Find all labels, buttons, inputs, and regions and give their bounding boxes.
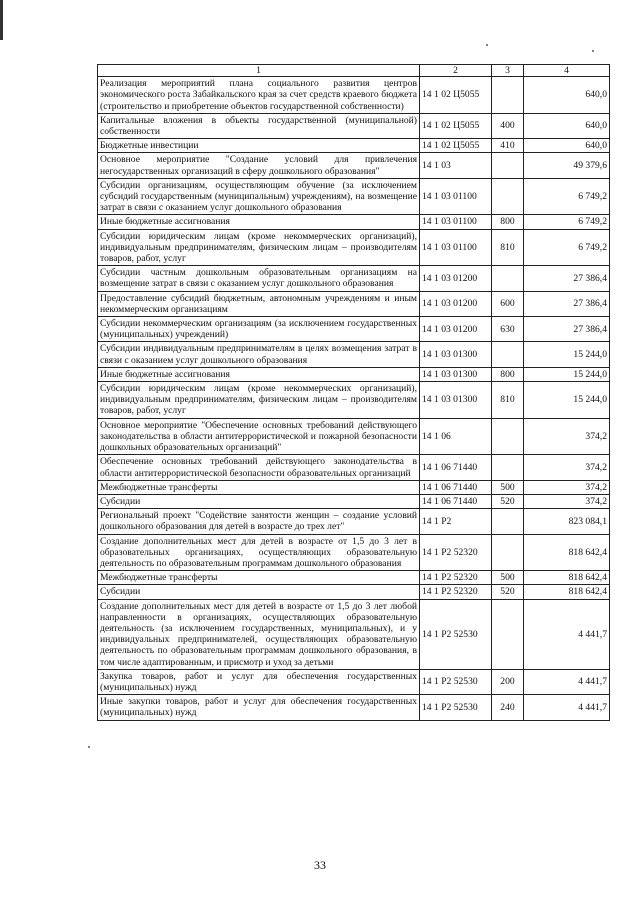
- table-row: [98, 455, 610, 480]
- row-name-cell: Субсидии организациям, осуществляющим обучение (за исключением субсидий государственным (муниципальным) учреждениям), на возмещение затрат в связи с оказанием услуг дошкольного образования: [98, 178, 420, 215]
- row-sum-cell: 818 642,4: [524, 571, 610, 585]
- table-row: [98, 509, 610, 534]
- row-sum-cell: 15 244,0: [524, 367, 610, 381]
- row-vr-cell: 400: [492, 113, 524, 138]
- row-vr-cell: [492, 509, 524, 534]
- row-sum-cell: 6 749,2: [524, 229, 610, 266]
- row-code-cell: 14 1 P2 52320: [420, 571, 492, 585]
- scan-speck: [88, 746, 90, 748]
- row-sum-cell: 374,2: [524, 494, 610, 508]
- table-row: [98, 382, 610, 419]
- row-vr-cell: [492, 77, 524, 114]
- row-code-cell: 14 1 03: [420, 153, 492, 178]
- row-code-cell: 14 1 03 01300: [420, 382, 492, 419]
- row-name-cell: Бюджетные инвестиции: [98, 139, 420, 153]
- header-col-3: 3: [492, 65, 524, 77]
- row-code-cell: 14 1 02 Ц5055: [420, 139, 492, 153]
- row-sum-cell: 27 386,4: [524, 317, 610, 342]
- page-number: 33: [314, 858, 326, 872]
- row-vr-cell: 200: [492, 669, 524, 694]
- table-row: [98, 342, 610, 367]
- row-code-cell: 14 1 P2 52530: [420, 695, 492, 720]
- table-row: [98, 139, 610, 153]
- row-name-cell: Основное мероприятие "Создание условий для привлечения негосударственных организаций в сферу дошкольного образования": [98, 153, 420, 178]
- row-name-cell: Обеспечение основных требований действующего законодательства в области антитеррористической безопасности образовательных организаций: [98, 455, 420, 480]
- row-sum-cell: 6 749,2: [524, 215, 610, 229]
- row-code-cell: 14 1 02 Ц5055: [420, 113, 492, 138]
- row-name-cell: Региональный проект "Содействие занятости женщин – создание условий дошкольного образования для детей в возрасте до трех лет": [98, 509, 420, 534]
- row-vr-cell: 240: [492, 695, 524, 720]
- scan-speck: [486, 44, 488, 46]
- row-name-cell: Субсидии юридическим лицам (кроме некоммерческих организаций), индивидуальным предпринимателям, физическим лицам – производителям товаров, работ, услуг: [98, 229, 420, 266]
- row-name-cell: Субсидии частным дошкольным образовательным организациям на возмещение затрат в связи с оказанием услуг дошкольного образования: [98, 266, 420, 291]
- row-vr-cell: [492, 534, 524, 571]
- row-sum-cell: 818 642,4: [524, 585, 610, 599]
- table-row: [98, 418, 610, 455]
- scan-speck: [592, 50, 594, 52]
- row-vr-cell: 630: [492, 317, 524, 342]
- row-vr-cell: 600: [492, 291, 524, 316]
- row-code-cell: 14 1 P2 52530: [420, 599, 492, 669]
- header-col-1: 1: [98, 65, 420, 77]
- row-name-cell: Субсидии юридическим лицам (кроме некоммерческих организаций), индивидуальным предпринимателям, физическим лицам – производителям товаров, работ, услуг: [98, 382, 420, 419]
- row-code-cell: 14 1 P2 52320: [420, 585, 492, 599]
- row-name-cell: Иные бюджетные ассигнования: [98, 215, 420, 229]
- table-row: [98, 695, 610, 720]
- row-sum-cell: 640,0: [524, 77, 610, 114]
- row-sum-cell: 15 244,0: [524, 342, 610, 367]
- row-vr-cell: 500: [492, 571, 524, 585]
- row-code-cell: 14 1 02 Ц5055: [420, 77, 492, 114]
- row-sum-cell: 818 642,4: [524, 534, 610, 571]
- row-vr-cell: 810: [492, 229, 524, 266]
- row-vr-cell: 810: [492, 382, 524, 419]
- row-sum-cell: 27 386,4: [524, 266, 610, 291]
- table-row: [98, 585, 610, 599]
- table-row: [98, 317, 610, 342]
- row-vr-cell: 520: [492, 494, 524, 508]
- row-sum-cell: 15 244,0: [524, 382, 610, 419]
- table-row: [98, 113, 610, 138]
- row-name-cell: Межбюджетные трансферты: [98, 480, 420, 494]
- table-row: [98, 178, 610, 215]
- row-name-cell: Создание дополнительных мест для детей в возрасте от 1,5 до 3 лет в образовательных организациях, осуществляющих образовательную деятельность по образовательным программам дошкольного образования: [98, 534, 420, 571]
- row-name-cell: Закупка товаров, работ и услуг для обеспечения государственных (муниципальных) нужд: [98, 669, 420, 694]
- table-row: [98, 494, 610, 508]
- row-name-cell: Создание дополнительных мест для детей в возрасте от 1,5 до 3 лет любой направленности в организациях, осуществляющих образовательную деятельность (за исключением государственных, муниципальных), и у индивидуальных предпринимателей, осуществляющих образовательную деятельность по образовательным программам дошкольного образования, в том числе адаптированным, и присмотр и уход за детьми: [98, 599, 420, 669]
- table-row: [98, 669, 610, 694]
- row-name-cell: Иные бюджетные ассигнования: [98, 367, 420, 381]
- table-row: [98, 599, 610, 669]
- table-body: [98, 77, 610, 720]
- budget-table: [97, 64, 610, 721]
- row-sum-cell: 4 441,7: [524, 669, 610, 694]
- table-row: [98, 77, 610, 114]
- row-code-cell: 14 1 03 01200: [420, 266, 492, 291]
- row-vr-cell: [492, 178, 524, 215]
- scan-edge-mark: [0, 0, 3, 40]
- row-sum-cell: 640,0: [524, 139, 610, 153]
- row-code-cell: 14 1 03 01200: [420, 291, 492, 316]
- row-sum-cell: 4 441,7: [524, 695, 610, 720]
- row-code-cell: 14 1 P2 52320: [420, 534, 492, 571]
- row-vr-cell: 410: [492, 139, 524, 153]
- row-vr-cell: [492, 266, 524, 291]
- row-code-cell: 14 1 06: [420, 418, 492, 455]
- row-vr-cell: 800: [492, 367, 524, 381]
- row-vr-cell: 800: [492, 215, 524, 229]
- row-name-cell: Субсидии: [98, 585, 420, 599]
- row-sum-cell: 6 749,2: [524, 178, 610, 215]
- row-name-cell: Предоставление субсидий бюджетным, автономным учреждениям и иным некоммерческим организациям: [98, 291, 420, 316]
- row-name-cell: Капитальные вложения в объекты государственной (муниципальной) собственности: [98, 113, 420, 138]
- row-sum-cell: 374,2: [524, 455, 610, 480]
- row-code-cell: 14 1 03 01100: [420, 215, 492, 229]
- row-code-cell: 14 1 06 71440: [420, 494, 492, 508]
- row-sum-cell: 374,2: [524, 480, 610, 494]
- row-vr-cell: [492, 342, 524, 367]
- table-row: [98, 153, 610, 178]
- table-row: [98, 367, 610, 381]
- table-row: [98, 480, 610, 494]
- row-code-cell: 14 1 P2: [420, 509, 492, 534]
- table-header-row: [98, 65, 610, 77]
- row-sum-cell: 823 084,1: [524, 509, 610, 534]
- row-vr-cell: 500: [492, 480, 524, 494]
- row-sum-cell: 374,2: [524, 418, 610, 455]
- table-row: [98, 291, 610, 316]
- row-name-cell: Иные закупки товаров, работ и услуг для обеспечения государственных (муниципальных) нужд: [98, 695, 420, 720]
- row-vr-cell: [492, 599, 524, 669]
- row-code-cell: 14 1 06 71440: [420, 480, 492, 494]
- row-sum-cell: 640,0: [524, 113, 610, 138]
- row-code-cell: 14 1 03 01100: [420, 229, 492, 266]
- row-name-cell: Субсидии некоммерческим организациям (за исключением государственных (муниципальных) учреждений): [98, 317, 420, 342]
- table-row: [98, 571, 610, 585]
- row-name-cell: Основное мероприятие "Обеспечение основных требований действующего законодательства в области антитеррористической и пожарной безопасности дошкольных образовательных организаций": [98, 418, 420, 455]
- row-vr-cell: [492, 153, 524, 178]
- row-code-cell: 14 1 06 71440: [420, 455, 492, 480]
- row-vr-cell: [492, 418, 524, 455]
- row-name-cell: Межбюджетные трансферты: [98, 571, 420, 585]
- header-col-4: 4: [524, 65, 610, 77]
- row-sum-cell: 4 441,7: [524, 599, 610, 669]
- row-code-cell: 14 1 03 01100: [420, 178, 492, 215]
- row-sum-cell: 27 386,4: [524, 291, 610, 316]
- row-name-cell: Реализация мероприятий плана социального развития центров экономического роста Забайкальского края за счет средств краевого бюджета (строительство и приобретение объектов государственной собственности): [98, 77, 420, 114]
- row-vr-cell: 520: [492, 585, 524, 599]
- row-vr-cell: [492, 455, 524, 480]
- table-row: [98, 215, 610, 229]
- row-code-cell: 14 1 03 01300: [420, 342, 492, 367]
- table-row: [98, 266, 610, 291]
- row-code-cell: 14 1 03 01300: [420, 367, 492, 381]
- row-name-cell: Субсидии индивидуальным предпринимателям в целях возмещения затрат в связи с оказанием услуг дошкольного образования: [98, 342, 420, 367]
- table-row: [98, 229, 610, 266]
- row-code-cell: 14 1 03 01200: [420, 317, 492, 342]
- row-sum-cell: 49 379,6: [524, 153, 610, 178]
- table-row: [98, 534, 610, 571]
- row-name-cell: Субсидии: [98, 494, 420, 508]
- header-col-2: 2: [420, 65, 492, 77]
- row-code-cell: 14 1 P2 52530: [420, 669, 492, 694]
